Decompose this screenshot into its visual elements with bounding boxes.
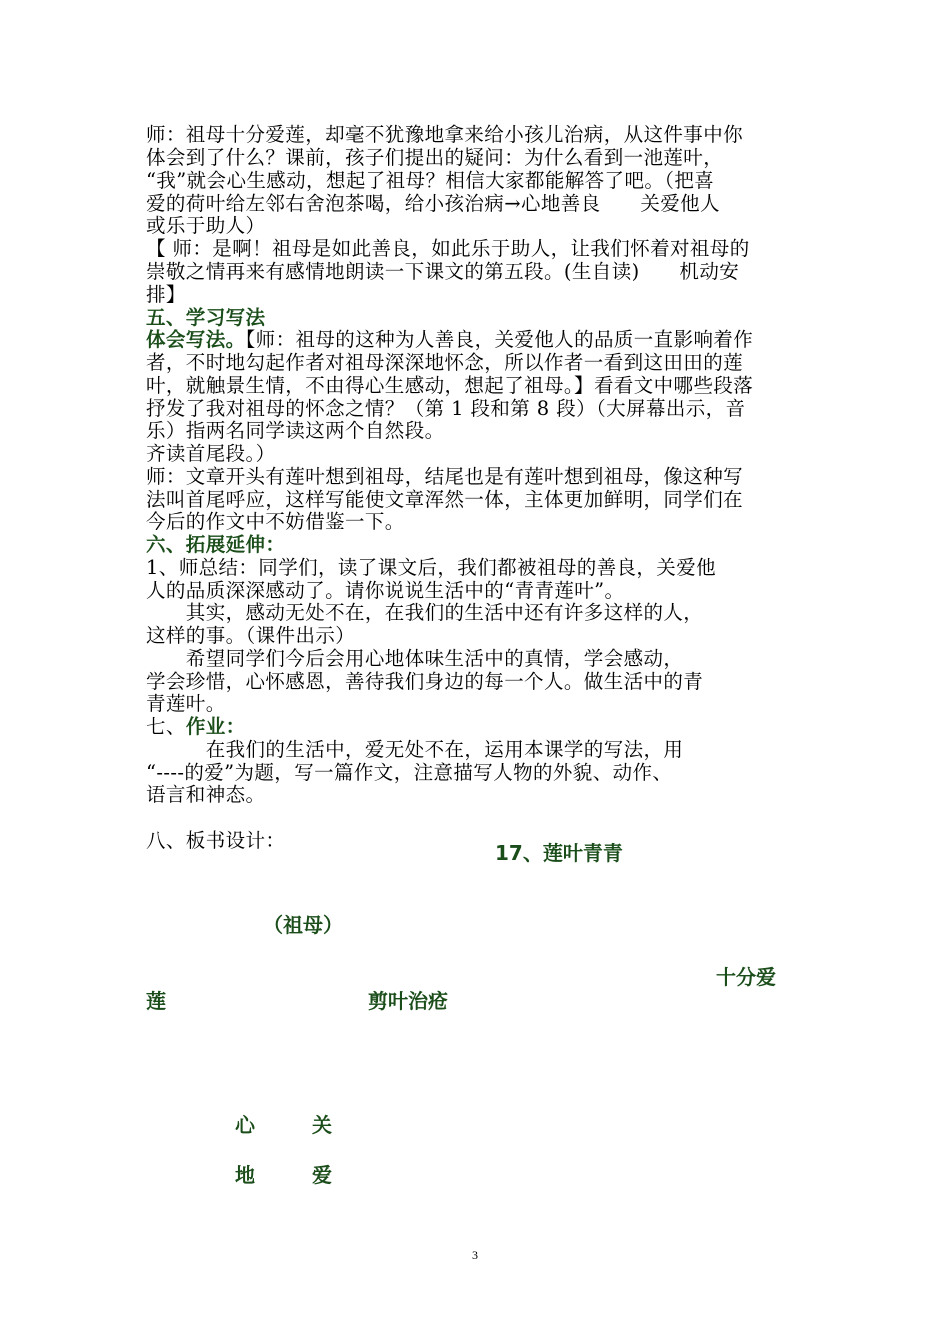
text-line: 这样的事。（课件出示） — [146, 624, 356, 647]
section-heading-5: 五、学习写法 — [146, 306, 266, 329]
board-grandma: （祖母） — [263, 913, 343, 937]
text-line: 乐）指两名同学读这两个自然段。 — [146, 419, 445, 442]
text-line: 学会珍惜，心怀感恩，善待我们身边的每一个人。做生活中的青 — [146, 670, 704, 693]
text-line — [146, 328, 753, 351]
board-guan: 关 — [312, 1113, 332, 1137]
text-line: 师：祖母十分爱莲，却毫不犹豫地拿来给小孩儿治病，从这件事中你 — [146, 123, 744, 146]
text-line: 师：文章开头有莲叶想到祖母，结尾也是有莲叶想到祖母，像这种写 — [146, 465, 744, 488]
text-line: 齐读首尾段。） — [146, 442, 276, 465]
text-line: 1、师总结：同学们，读了课文后，我们都被祖母的善良，关爱他 — [146, 556, 717, 579]
board-title: 17、莲叶青青 — [495, 841, 623, 865]
text-line: 法叫首尾呼应，这样写能使文章浑然一体，主体更加鲜明，同学们在 — [146, 488, 744, 511]
board-lotus: 莲 — [146, 989, 166, 1013]
text-line: 者，不时地勾起作者对祖母深深地怀念，所以作者一看到这田田的莲 — [146, 351, 744, 374]
text-line: 【 师：是啊！祖母是如此善良，如此乐于助人，让我们怀着对祖母的 — [146, 237, 750, 260]
text-line: 体会到了什么？课前，孩子们提出的疑问：为什么看到一池莲叶， — [146, 146, 724, 169]
text-line: 在我们的生活中，爱无处不在，运用本课学的写法，用 — [146, 738, 684, 761]
text-line: 或乐于助人） — [146, 214, 266, 237]
board-cut-leaf: 剪叶治疮 — [368, 989, 448, 1013]
text-line: 排】 — [146, 283, 186, 306]
section-heading-7 — [146, 715, 246, 738]
text-line: 崇敬之情再来有感情地朗读一下课文的第五段。(生自读) 机动安 — [146, 260, 740, 283]
text-segment: 【师：祖母的这种为人善良，关爱他人的品质一直影响着作 — [245, 328, 754, 351]
text-line: 青莲叶。 — [146, 692, 226, 715]
text-line: 爱的荷叶给左邻右舍泡茶喝，给小孩治病→心地善良 关爱他人 — [146, 192, 720, 215]
heading-bold: 作业： — [185, 715, 246, 738]
section-heading-6: 六、拓展延伸： — [146, 533, 286, 556]
text-line: 其实，感动无处不在，在我们的生活中还有许多这样的人， — [146, 601, 704, 624]
text-line: “----的爱”为题，写一篇作文，注意描写人物的外貌、动作、 — [146, 761, 673, 784]
heading-prefix: 七、 — [146, 715, 186, 738]
text-line: 人的品质深深感动了。请你说说生活中的“青青莲叶”。 — [146, 579, 625, 602]
text-line: 希望同学们今后会用心地体味生活中的真情，学会感动， — [146, 647, 684, 670]
text-line: 抒发了我对祖母的怀念之情？（第 1 段和第 8 段）（大屏幕出示，音 — [146, 397, 746, 420]
board-love: 十分爱 — [716, 965, 776, 989]
board-di: 地 — [235, 1163, 255, 1187]
section-heading-8: 八、板书设计： — [146, 829, 286, 852]
page-number: 3 — [472, 1248, 478, 1262]
board-xin: 心 — [235, 1113, 255, 1137]
text-line: 语言和神态。 — [146, 783, 266, 806]
text-line: “我”就会心生感动，想起了祖母？相信大家都能解答了吧。（把喜 — [146, 169, 715, 192]
text-line: 叶，就触景生情，不由得心生感动，想起了祖母。】看看文中哪些段落 — [146, 374, 754, 397]
bold-lead: 体会写法。 — [146, 328, 246, 351]
board-ai: 爱 — [312, 1163, 332, 1187]
text-line: 今后的作文中不妨借鉴一下。 — [146, 510, 405, 533]
